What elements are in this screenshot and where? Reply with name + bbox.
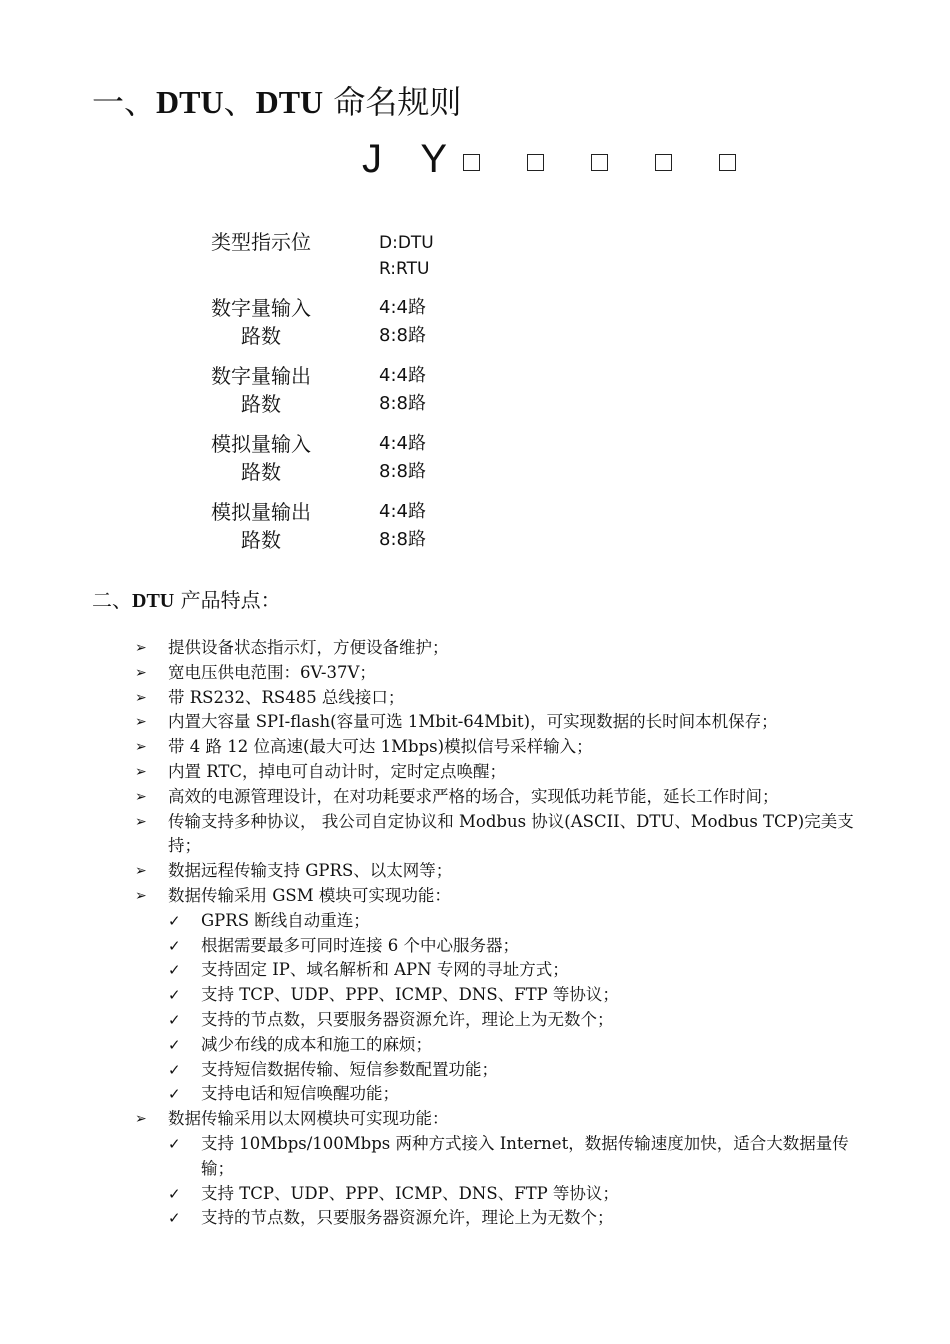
feature-text: 提供设备状态指示灯，方便设备维护；	[168, 638, 449, 657]
spec-options	[379, 294, 426, 350]
spec-row	[200, 362, 460, 418]
code-box	[527, 154, 544, 171]
feature-subtext: 减少布线的成本和施工的麻烦；	[201, 1034, 432, 1054]
spec-option: 8:8路	[379, 529, 426, 550]
arrow-bullet-icon: ➢	[135, 887, 147, 904]
spec-label: 模拟量输入 路数	[211, 432, 311, 484]
spec-option: 8:8路	[379, 393, 426, 414]
sec2-dtu: DTU	[132, 590, 175, 612]
spec-options	[379, 430, 426, 486]
feature-subitem	[135, 1082, 880, 1107]
feature-subitem	[135, 1008, 880, 1033]
feature-item	[135, 785, 880, 810]
check-bullet-icon: ✓	[168, 911, 181, 930]
check-bullet-icon: ✓	[168, 961, 181, 980]
section-2-title	[92, 586, 281, 615]
check-bullet-icon: ✓	[168, 936, 181, 955]
code-boxes	[463, 148, 783, 171]
feature-item	[135, 735, 880, 760]
feature-text: 带 4 路 12 位高速(最大可达 1Mbps)模拟信号采样输入；	[168, 737, 593, 757]
feature-text: 内置大容量 SPI-flash(容量可选 1Mbit-64Mbit)，可实现数据的长时间本机保存；	[168, 712, 778, 732]
feature-subtext: 支持电话和短信唤醒功能；	[201, 1084, 399, 1104]
check-bullet-icon: ✓	[168, 1060, 181, 1079]
code-box	[655, 154, 672, 171]
feature-subitem	[135, 1206, 880, 1231]
arrow-bullet-icon: ➢	[135, 640, 147, 656]
code-letters: J Y	[362, 136, 462, 181]
spec-option: 8:8路	[379, 325, 426, 346]
feature-subitem	[135, 934, 880, 959]
feature-subtext: 支持 TCP、UDP、PPP、ICMP、DNS、FTP 等协议；	[201, 985, 619, 1005]
arrow-bullet-icon: ➢	[135, 863, 147, 880]
spec-options	[379, 498, 426, 554]
code-box	[719, 154, 736, 171]
feature-subtext: GPRS 断线自动重连；	[201, 910, 370, 930]
spec-table	[200, 228, 460, 566]
spec-option: 4:4路	[379, 433, 426, 454]
title-sep: 、	[223, 83, 256, 121]
spec-option: 4:4路	[379, 501, 426, 522]
feature-subtext: 支持 TCP、UDP、PPP、ICMP、DNS、FTP 等协议；	[201, 1183, 619, 1203]
feature-text: 数据远程传输支持 GPRS、以太网等；	[168, 861, 453, 881]
feature-item	[135, 636, 880, 661]
feature-subtext: 支持 10Mbps/100Mbps 两种方式接入 Internet，数据传输速度加快，适合大数据量传输；	[201, 1133, 849, 1178]
feature-text: 传输支持多种协议， 我公司自定协议和 Modbus 协议(ASCII、DTU、Modbus TCP)完美支持；	[168, 811, 854, 856]
feature-subitem	[135, 1182, 880, 1207]
check-bullet-icon: ✓	[168, 1184, 181, 1203]
feature-subitem	[135, 958, 880, 983]
feature-subitem	[135, 909, 880, 934]
check-bullet-icon: ✓	[168, 1209, 181, 1228]
arrow-bullet-icon: ➢	[135, 788, 147, 805]
spec-options	[379, 362, 426, 418]
feature-subtext: 支持短信数据传输、短信参数配置功能；	[201, 1059, 498, 1079]
feature-subitem	[135, 1058, 880, 1083]
title-dtu-1: DTU	[156, 84, 224, 120]
feature-subtext: 支持的节点数，只要服务器资源允许，理论上为无数个；	[201, 1208, 614, 1228]
code-box	[591, 154, 608, 171]
feature-subitem	[135, 983, 880, 1008]
spec-option: 4:4路	[379, 365, 426, 386]
feature-text: 数据传输采用 GSM 模块可实现功能：	[168, 885, 451, 905]
spec-label: 数字量输入 路数	[211, 296, 311, 348]
feature-subitem	[135, 1132, 880, 1182]
feature-item	[135, 1107, 880, 1132]
feature-item	[135, 810, 880, 860]
sec2-suffix: 产品特点：	[180, 588, 281, 612]
spec-row	[200, 498, 460, 554]
arrow-bullet-icon: ➢	[135, 714, 147, 731]
feature-text: 高效的电源管理设计，在对功耗要求严格的场合，实现低功耗节能，延长工作时间；	[168, 786, 779, 806]
arrow-bullet-icon: ➢	[135, 739, 147, 756]
section-1-title	[92, 82, 461, 122]
check-bullet-icon: ✓	[168, 1085, 181, 1104]
spec-row	[200, 228, 460, 282]
title-prefix: 一、	[92, 83, 157, 121]
spec-label: 模拟量输出 路数	[211, 500, 311, 552]
feature-subtext: 支持固定 IP、域名解析和 APN 专网的寻址方式；	[201, 960, 569, 980]
arrow-bullet-icon: ➢	[135, 813, 147, 830]
spec-label: 类型指示位	[211, 230, 311, 254]
feature-item	[135, 884, 880, 909]
spec-options	[379, 230, 434, 282]
check-bullet-icon: ✓	[168, 1010, 181, 1029]
spec-row	[200, 294, 460, 350]
feature-item	[135, 661, 880, 686]
feature-subtext: 根据需要最多可同时连接 6 个中心服务器；	[201, 935, 519, 955]
feature-text: 带 RS232、RS485 总线接口；	[168, 687, 405, 707]
title-dtu-2: DTU	[255, 84, 324, 120]
feature-subtext: 支持的节点数，只要服务器资源允许，理论上为无数个；	[201, 1009, 614, 1029]
feature-subitem	[135, 1033, 880, 1058]
arrow-bullet-icon: ➢	[135, 1111, 147, 1128]
feature-item	[135, 710, 880, 735]
arrow-bullet-icon: ➢	[135, 763, 147, 780]
arrow-bullet-icon: ➢	[135, 689, 147, 706]
feature-text: 数据传输采用以太网模块可实现功能：	[168, 1109, 449, 1129]
feature-item	[135, 760, 880, 785]
sec2-prefix: 二、	[92, 588, 132, 612]
check-bullet-icon: ✓	[168, 1035, 181, 1054]
spec-option: R:RTU	[379, 259, 430, 279]
spec-label: 数字量输出 路数	[211, 364, 311, 416]
naming-code	[362, 136, 783, 182]
code-box	[463, 154, 480, 171]
spec-option: D:DTU	[379, 233, 434, 253]
feature-text: 内置 RTC，掉电可自动计时，定时定点唤醒；	[168, 761, 507, 781]
feature-item	[135, 686, 880, 711]
spec-option: 8:8路	[379, 461, 426, 482]
arrow-bullet-icon: ➢	[135, 664, 147, 681]
feature-list	[135, 636, 880, 1231]
spec-option: 4:4路	[379, 297, 426, 318]
check-bullet-icon: ✓	[168, 1134, 181, 1153]
check-bullet-icon: ✓	[168, 986, 181, 1005]
feature-text: 宽电压供电范围：6V-37V；	[168, 662, 376, 682]
spec-row	[200, 430, 460, 486]
feature-item	[135, 859, 880, 884]
title-suffix: 命名规则	[333, 83, 462, 121]
